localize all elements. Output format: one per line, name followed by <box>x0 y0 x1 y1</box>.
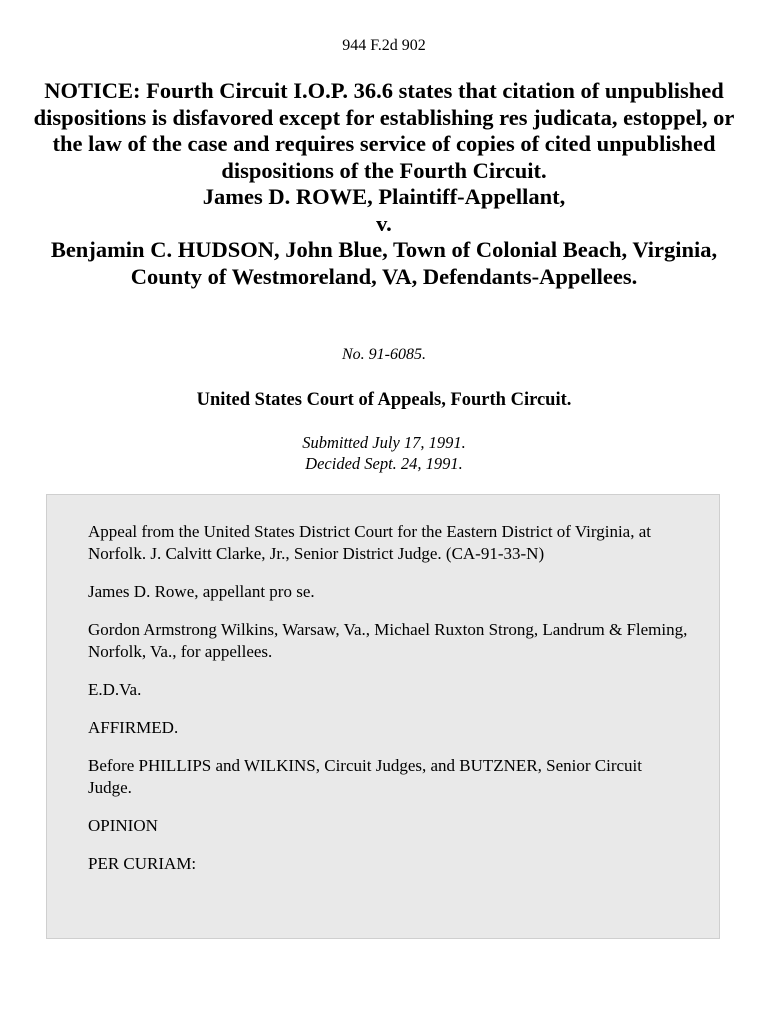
lower-court: E.D.Va. <box>88 680 142 699</box>
defendants-names: Benjamin C. HUDSON, John Blue, Town of Colonial Beach, Virginia, County of Westmoreland, VA, Defendants-Appellees. <box>50 237 718 289</box>
per-curiam-label: PER CURIAM: <box>88 854 197 873</box>
decided-date: Decided Sept. 24, 1991. <box>305 454 463 473</box>
appellant-counsel: James D. Rowe, appellant pro se. <box>88 582 315 601</box>
case-details-content <box>88 521 688 891</box>
plaintiff-name: James D. ROWE, Plaintiff-Appellant, <box>202 184 566 209</box>
case-dates <box>0 432 768 474</box>
disposition: AFFIRMED. <box>88 718 179 737</box>
notice-text: NOTICE: Fourth Circuit I.O.P. 36.6 states that citation of unpublished dispositions is disfavored except for establishing res judicata, estoppel, or the law of the case and requires service of copies of cited unpublished dispositions of the Fourth Circuit. <box>33 78 735 183</box>
case-header <box>30 78 738 290</box>
submitted-date: Submitted July 17, 1991. <box>302 433 466 452</box>
case-details-panel <box>46 494 720 939</box>
appellee-counsel: Gordon Armstrong Wilkins, Warsaw, Va., Michael Ruxton Strong, Landrum & Fleming, Norfolk, Va., for appellees. <box>88 620 688 661</box>
citation: 944 F.2d 902 <box>342 37 426 54</box>
versus-label: v. <box>376 210 392 236</box>
appeal-paragraph: Appeal from the United States District Court for the Eastern District of Virginia, at Norfolk. J. Calvitt Clarke, Jr., Senior District Judge. (CA-91-33-N) <box>88 522 652 563</box>
judges-line: Before PHILLIPS and WILKINS, Circuit Judges, and BUTZNER, Senior Circuit Judge. <box>88 756 643 797</box>
court-name: United States Court of Appeals, Fourth Circuit. <box>196 390 572 410</box>
docket-number: No. 91-6085. <box>342 346 426 363</box>
opinion-label: OPINION <box>88 816 158 835</box>
